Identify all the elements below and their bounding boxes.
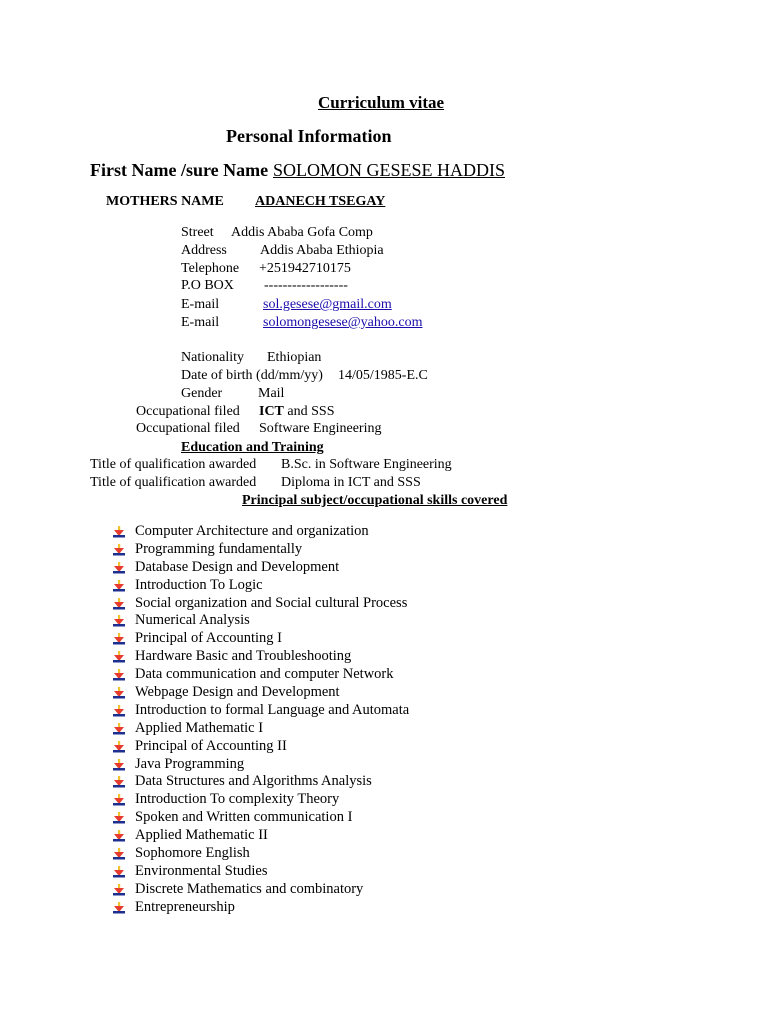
arrow-bullet-icon [112, 687, 126, 700]
skill-label: Data Structures and Algorithms Analysis [135, 773, 372, 790]
arrow-bullet-icon [112, 598, 126, 611]
skill-label: Introduction To complexity Theory [135, 791, 340, 808]
arrow-bullet-icon [112, 615, 126, 628]
arrow-bullet-icon [112, 651, 126, 664]
arrow-bullet-icon [112, 812, 126, 825]
gender-label: Gender [181, 386, 223, 401]
skill-label: Webpage Design and Development [135, 684, 340, 701]
email-link-gmail[interactable]: sol.gesese@gmail.com [263, 297, 392, 312]
skill-label: Social organization and Social cultural Process [135, 594, 408, 611]
qualification-value-2: Diploma in ICT and SSS [281, 475, 421, 490]
skill-label: Entrepreneurship [135, 898, 235, 915]
list-item [112, 845, 409, 863]
email-label-1: E-mail [181, 297, 220, 312]
email-link-yahoo[interactable]: solomongesese@yahoo.com [263, 315, 423, 330]
arrow-bullet-icon [112, 669, 126, 682]
list-item [112, 738, 409, 756]
list-item [112, 791, 409, 809]
address-label: Address [181, 243, 227, 258]
list-item [112, 630, 409, 648]
telephone-label: Telephone [181, 261, 240, 276]
nationality-label: Nationality [181, 350, 244, 365]
gender-value: Mail [258, 386, 285, 401]
arrow-bullet-icon [112, 884, 126, 897]
skill-label: Numerical Analysis [135, 612, 250, 629]
occupation-value-2: Software Engineering [259, 421, 382, 436]
telephone-value: +251942710175 [259, 261, 351, 276]
list-item [112, 648, 409, 666]
section-skills-heading: Principal subject/occupational skills covered [242, 493, 508, 508]
skill-label: Principal of Accounting II [135, 737, 287, 754]
list-item [112, 523, 409, 541]
qualification-label-2: Title of qualification awarded [90, 475, 257, 490]
arrow-bullet-icon [112, 580, 126, 593]
arrow-bullet-icon [112, 830, 126, 843]
skill-label: Computer Architecture and organization [135, 523, 369, 539]
list-item [112, 827, 409, 845]
skill-label: Introduction to formal Language and Automata [135, 701, 410, 718]
arrow-bullet-icon [112, 705, 126, 718]
arrow-bullet-icon [112, 759, 126, 772]
list-item [112, 720, 409, 738]
skill-label: Applied Mathematic II [135, 827, 268, 844]
occupation-value-1-bold: ICT [259, 404, 284, 419]
arrow-bullet-icon [112, 723, 126, 736]
skill-label: Programming fundamentally [135, 540, 303, 557]
arrow-bullet-icon [112, 526, 126, 539]
arrow-bullet-icon [112, 902, 126, 915]
skill-label: Introduction To Logic [135, 576, 263, 593]
list-item [112, 899, 409, 917]
list-item [112, 577, 409, 595]
qualification-value-1: B.Sc. in Software Engineering [281, 457, 452, 472]
list-item [112, 595, 409, 613]
pobox-label: P.O BOX [181, 278, 234, 293]
list-item [112, 773, 409, 791]
skill-label: Sophomore English [135, 845, 250, 862]
list-item [112, 756, 409, 774]
arrow-bullet-icon [112, 794, 126, 807]
section-education-heading: Education and Training [181, 440, 324, 455]
list-item [112, 612, 409, 630]
skill-label: Data communication and computer Network [135, 666, 394, 683]
qualification-label-1: Title of qualification awarded [90, 457, 257, 472]
street-label: Street [181, 225, 214, 240]
arrow-bullet-icon [112, 633, 126, 646]
list-item [112, 684, 409, 702]
occupation-value-1 [259, 404, 334, 420]
email-label-2: E-mail [181, 315, 220, 330]
arrow-bullet-icon [112, 866, 126, 879]
arrow-bullet-icon [112, 741, 126, 754]
occupation-value-1-rest: and SSS [283, 404, 335, 419]
street-value: Addis Ababa Gofa Comp [231, 225, 373, 240]
document-title: Curriculum vitae [318, 93, 445, 112]
list-item [112, 666, 409, 684]
skills-list [112, 523, 409, 917]
arrow-bullet-icon [112, 544, 126, 557]
skill-label: Database Design and Development [135, 558, 340, 575]
dob-label: Date of birth (dd/mm/yy) [181, 368, 323, 383]
list-item [112, 881, 409, 899]
list-item [112, 702, 409, 720]
skill-label: Principal of Accounting I [135, 630, 282, 647]
arrow-bullet-icon [112, 776, 126, 789]
occupation-label-1: Occupational filed [136, 404, 240, 419]
skill-label: Environmental Studies [135, 862, 268, 879]
list-item [112, 809, 409, 827]
skill-label: Hardware Basic and Troubleshooting [135, 648, 352, 665]
skill-label: Spoken and Written communication I [135, 809, 353, 826]
pobox-value: ------------------ [264, 278, 348, 293]
arrow-bullet-icon [112, 848, 126, 861]
mother-value: ADANECH TSEGAY [255, 194, 386, 209]
dob-value: 14/05/1985-E.C [338, 368, 428, 383]
list-item [112, 559, 409, 577]
name-value: SOLOMON GESESE HADDIS [273, 160, 506, 180]
mother-label: MOTHERS NAME [106, 194, 224, 209]
section-personal-heading: Personal Information [226, 126, 392, 146]
skill-label: Applied Mathematic I [135, 719, 264, 736]
list-item [112, 541, 409, 559]
skill-label: Discrete Mathematics and combinatory [135, 880, 364, 897]
address-value: Addis Ababa Ethiopia [260, 243, 384, 258]
name-label: First Name /sure Name [90, 160, 269, 180]
occupation-label-2: Occupational filed [136, 421, 240, 436]
skill-label: Java Programming [135, 755, 245, 772]
list-item [112, 863, 409, 881]
arrow-bullet-icon [112, 562, 126, 575]
nationality-value: Ethiopian [267, 350, 322, 365]
